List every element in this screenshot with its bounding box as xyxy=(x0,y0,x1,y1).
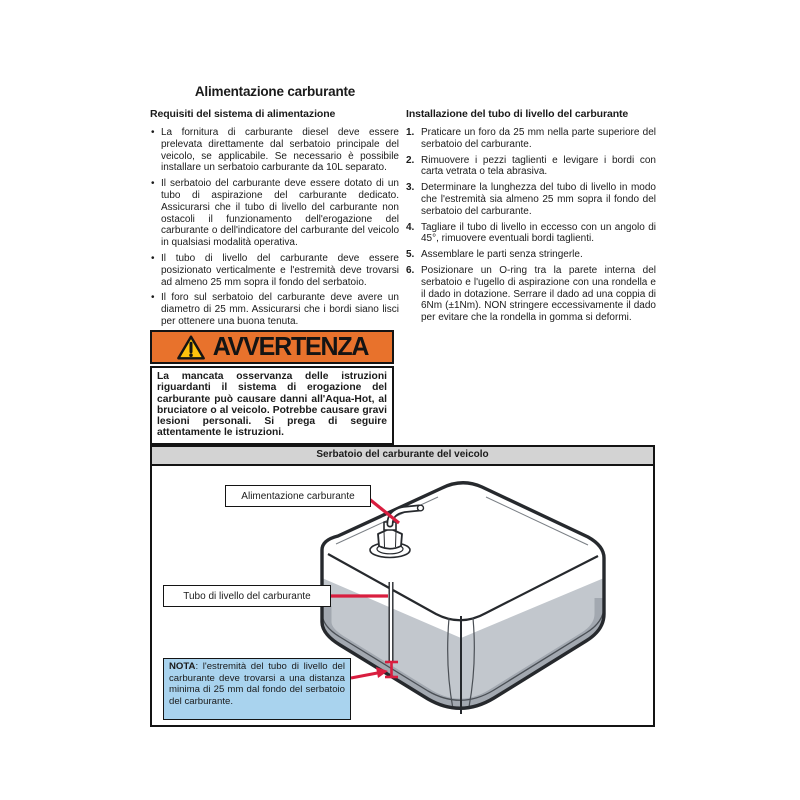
step-text: Assemblare le parti senza stringerle. xyxy=(421,249,583,261)
step-text: Tagliare il tubo di livello in eccesso con un angolo di 45°, rimuovere eventuali bordi taglienti. xyxy=(421,221,656,245)
step-number: 4. xyxy=(406,221,415,233)
step-number: 1. xyxy=(406,127,415,138)
requirement-bullet: • La fornitura di carburante diesel deve essere prelevata direttamente dal serbatoio principale del veicolo, se applicabile. Se necessario è possibile installare un serbatoio carburante da 10L separato. xyxy=(150,127,399,174)
figure-canvas xyxy=(152,466,653,725)
page-title: Alimentazione carburante xyxy=(194,84,356,99)
warning-triangle-icon xyxy=(176,334,206,361)
install-step xyxy=(406,127,656,151)
note-prefix: NOTA xyxy=(169,661,196,672)
note-box xyxy=(163,658,351,720)
warning-label: AVVERTENZA xyxy=(212,332,369,361)
left-column xyxy=(150,108,399,332)
requirement-bullet: • Il tubo di livello del carburante deve essere posizionato verticalmente e l'estremità deve trovarsi ad almeno 25 mm sopra il fondo del serbatoio. xyxy=(150,253,399,288)
callout-fuel-supply-label: Alimentazione carburante xyxy=(241,490,355,502)
step-text: Determinare la lunghezza del tubo di livello in modo che l'estremità sia almeno 25 mm sopra il fondo del serbatoio del carburante. xyxy=(421,182,656,217)
step-text: Praticare un foro da 25 mm nella parte superiore del serbatoio del carburante. xyxy=(421,127,656,150)
install-step xyxy=(406,222,656,246)
step-number: 3. xyxy=(406,182,415,194)
left-column-heading: Requisiti del sistema di alimentazione xyxy=(150,108,336,120)
right-column xyxy=(406,108,656,328)
requirement-bullet: • Il serbatoio del carburante deve essere dotato di un tubo di aspirazione del carburante dedicato. Assicurarsi che il tubo di livello del carburante non ostacoli il funzionamento dell'erogazione del carburante o dell'indicatore del carburante del veicolo in qualsiasi modalità operativa. xyxy=(150,178,399,249)
requirement-bullet: • Il foro sul serbatoio del carburante deve avere un diametro di 25 mm. Assicurarsi che i bordi siano lisci per ottenere una buona tenuta. xyxy=(150,292,399,327)
figure-fuel-tank xyxy=(150,445,655,727)
callout-fuel-supply xyxy=(225,485,371,507)
callout-level-tube xyxy=(163,585,331,607)
install-step xyxy=(406,155,656,179)
step-text: Posizionare un O-ring tra la parete interna del serbatoio e l'ugello di aspirazione con una rondella e il dado in dotazione. Serrare il dado ad una coppia di 6Nm (±1Nm). NON stringere eccessivamente il dado per evitare che la rondella in gomma si deformi. xyxy=(421,264,656,324)
note-text: : l'estremità del tubo di livello del carburante deve trovarsi a una distanza minima di 25 mm dal fondo del serbatoio del carburante. xyxy=(169,661,345,707)
step-text: Rimuovere i pezzi taglienti e levigare i bordi con carta vetrata o tela abrasiva. xyxy=(421,154,656,178)
step-number: 5. xyxy=(406,249,415,261)
warning-header xyxy=(150,330,394,364)
install-step xyxy=(406,265,656,324)
right-column-heading: Installazione del tubo di livello del carburante xyxy=(406,108,629,120)
callout-level-tube-label: Tubo di livello del carburante xyxy=(183,590,311,602)
warning-box xyxy=(150,330,394,445)
warning-body-text: La mancata osservanza delle istruzioni riguardanti il sistema di erogazione del carburante può causare danni all'Aqua-Hot, al bruciatore o al veicolo. Potrebbe causare gravi lesioni personali. Si prega di seguire attentamente le istruzioni. xyxy=(150,366,394,445)
step-number: 6. xyxy=(406,264,415,276)
install-step xyxy=(406,182,656,217)
install-step xyxy=(406,249,656,261)
step-number: 2. xyxy=(406,154,415,166)
figure-title: Serbatoio del carburante del veicolo xyxy=(152,447,653,466)
